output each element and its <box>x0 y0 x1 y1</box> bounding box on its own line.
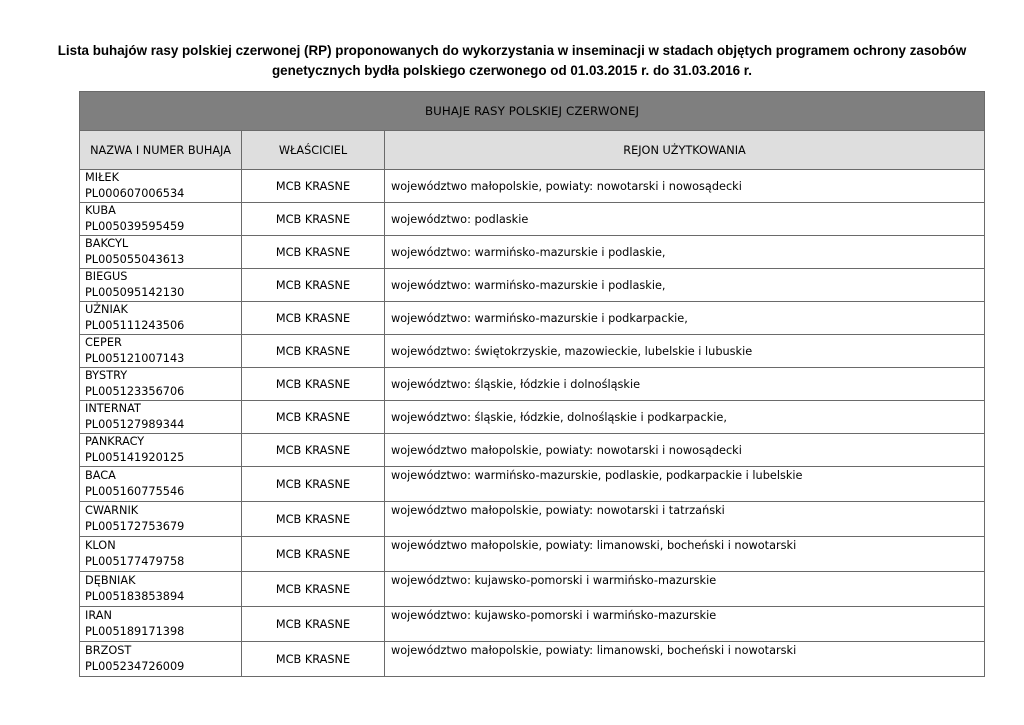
bull-number: PL005183853894 <box>85 590 185 603</box>
bull-name-cell <box>80 335 242 368</box>
bull-name-cell <box>80 401 242 434</box>
bull-name-cell <box>80 642 242 677</box>
table-row <box>80 607 985 642</box>
region-cell: województwo małopolskie, powiaty: nowotarski i tatrzański <box>385 502 985 537</box>
column-header-name: NAZWA I NUMER BUHAJA <box>80 131 242 170</box>
owner-cell: MCB KRASNE <box>242 537 385 572</box>
bull-name-cell <box>80 203 242 236</box>
column-header-region: REJON UŻYTKOWANIA <box>385 131 985 170</box>
bull-number: PL005160775546 <box>85 485 185 498</box>
table-row <box>80 467 985 502</box>
bull-number: PL005177479758 <box>85 555 185 568</box>
owner-cell: MCB KRASNE <box>242 203 385 236</box>
bull-number: PL005172753679 <box>85 520 185 533</box>
bull-name: BYSTRY <box>85 369 128 382</box>
bull-name: BIEGUS <box>85 270 128 283</box>
owner-cell: MCB KRASNE <box>242 401 385 434</box>
owner-cell: MCB KRASNE <box>242 368 385 401</box>
table-row <box>80 170 985 203</box>
region-cell: województwo: kujawsko-pomorski i warmińsko-mazurskie <box>385 572 985 607</box>
bull-number: PL005055043613 <box>85 253 185 266</box>
owner-cell: MCB KRASNE <box>242 572 385 607</box>
bull-name: BRZOST <box>85 644 132 657</box>
bull-name: IRAN <box>85 609 112 622</box>
bull-name: CWARNIK <box>85 504 139 517</box>
bull-number: PL005123356706 <box>85 385 185 398</box>
region-cell: województwo: podlaskie <box>385 203 985 236</box>
bull-name: UŻNIAK <box>85 303 128 316</box>
bulls-table <box>79 91 985 677</box>
bull-name-cell <box>80 502 242 537</box>
bull-name: PANKRACY <box>85 435 145 448</box>
table-row <box>80 537 985 572</box>
owner-cell: MCB KRASNE <box>242 467 385 502</box>
bull-number: PL005121007143 <box>85 352 185 365</box>
bull-name-cell <box>80 368 242 401</box>
table-row <box>80 642 985 677</box>
table-section-header <box>80 92 985 131</box>
region-cell: województwo: śląskie, łódzkie i dolnośląskie <box>385 368 985 401</box>
table-row <box>80 572 985 607</box>
region-cell: województwo: warmińsko-mazurskie i podlaskie, <box>385 269 985 302</box>
bull-name-cell <box>80 434 242 467</box>
region-cell: województwo: warmińsko-mazurskie i podlaskie, <box>385 236 985 269</box>
bull-name: CEPER <box>85 336 122 349</box>
region-cell: województwo: warmińsko-mazurskie, podlaskie, podkarpackie i lubelskie <box>385 467 985 502</box>
owner-cell: MCB KRASNE <box>242 502 385 537</box>
table-row <box>80 335 985 368</box>
owner-cell: MCB KRASNE <box>242 302 385 335</box>
owner-cell: MCB KRASNE <box>242 335 385 368</box>
bull-name: DĘBNIAK <box>85 574 136 587</box>
region-cell: województwo małopolskie, powiaty: limanowski, bocheński i nowotarski <box>385 537 985 572</box>
bull-number: PL005141920125 <box>85 451 185 464</box>
bull-name: BAKCYL <box>85 237 129 250</box>
bull-number: PL005234726009 <box>85 660 185 673</box>
owner-cell: MCB KRASNE <box>242 170 385 203</box>
table-row <box>80 368 985 401</box>
bull-name-cell <box>80 170 242 203</box>
column-header-owner: WŁAŚCICIEL <box>242 131 385 170</box>
owner-cell: MCB KRASNE <box>242 236 385 269</box>
bull-name: BACA <box>85 469 116 482</box>
table-row <box>80 401 985 434</box>
region-cell: województwo małopolskie, powiaty: nowotarski i nowosądecki <box>385 170 985 203</box>
region-cell: województwo: świętokrzyskie, mazowieckie, lubelskie i lubuskie <box>385 335 985 368</box>
table-row <box>80 203 985 236</box>
bull-name-cell <box>80 302 242 335</box>
bull-number: PL005189171398 <box>85 625 185 638</box>
bull-name: KLON <box>85 539 116 552</box>
bull-name-cell <box>80 236 242 269</box>
bull-name-cell <box>80 572 242 607</box>
owner-cell: MCB KRASNE <box>242 269 385 302</box>
owner-cell: MCB KRASNE <box>242 607 385 642</box>
bull-number: PL005111243506 <box>85 319 185 332</box>
bull-name-cell <box>80 467 242 502</box>
document-title <box>40 41 984 81</box>
bull-name: KUBA <box>85 204 116 217</box>
table-row <box>80 269 985 302</box>
bull-number: PL000607006534 <box>85 187 185 200</box>
bull-name: MIŁEK <box>85 171 119 184</box>
table-row <box>80 236 985 269</box>
table-row <box>80 302 985 335</box>
section-heading: BUHAJE RASY POLSKIEJ CZERWONEJ <box>80 92 985 131</box>
table-row <box>80 434 985 467</box>
bull-number: PL005127989344 <box>85 418 185 431</box>
region-cell: województwo: kujawsko-pomorski i warmińsko-mazurskie <box>385 607 985 642</box>
region-cell: województwo: śląskie, łódzkie, dolnośląskie i podkarpackie, <box>385 401 985 434</box>
owner-cell: MCB KRASNE <box>242 642 385 677</box>
table-column-headers <box>80 131 985 170</box>
bull-number: PL005095142130 <box>85 286 185 299</box>
region-cell: województwo małopolskie, powiaty: limanowski, bocheński i nowotarski <box>385 642 985 677</box>
bull-number: PL005039595459 <box>85 220 185 233</box>
document-title-line-2: genetycznych bydła polskiego czerwonego od 01.03.2015 r. do 31.03.2016 r. <box>271 63 753 78</box>
table-row <box>80 502 985 537</box>
bull-name-cell <box>80 269 242 302</box>
region-cell: województwo małopolskie, powiaty: nowotarski i nowosądecki <box>385 434 985 467</box>
bull-name-cell <box>80 607 242 642</box>
bull-name-cell <box>80 537 242 572</box>
bull-name: INTERNAT <box>85 402 141 415</box>
document-title-line-1: Lista buhajów rasy polskiej czerwonej (RP) proponowanych do wykorzystania w inseminacji w stadach objętych programem ochrony zasobów <box>57 43 967 58</box>
owner-cell: MCB KRASNE <box>242 434 385 467</box>
region-cell: województwo: warmińsko-mazurskie i podkarpackie, <box>385 302 985 335</box>
